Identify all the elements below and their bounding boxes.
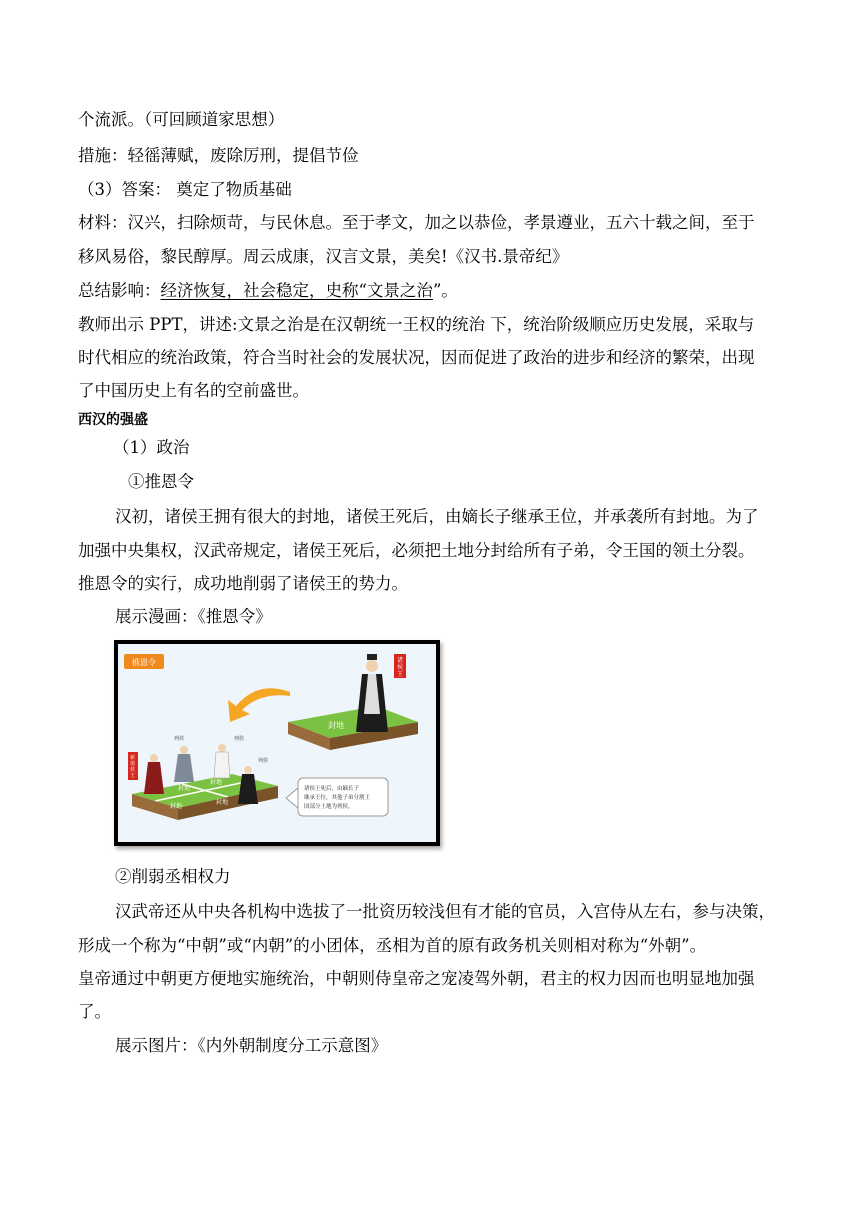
- marquis-label: 列侯: [258, 758, 269, 764]
- summary-underlined: 经济恢复，社会稳定，史称“文景之治: [160, 281, 433, 300]
- small-land-label: 封地: [170, 803, 183, 810]
- text-line: 了中国历史上有名的空前盛世。: [78, 381, 309, 400]
- comic-tag: 推恩令: [132, 658, 156, 667]
- summary-suffix: ”。: [432, 281, 458, 300]
- small-land-label: 封地: [210, 779, 223, 786]
- small-land-label: 封地: [178, 785, 191, 792]
- text-line: 移风易俗，黎民醇厚。周云成康，汉言文景，美矣!《汉书.景帝纪》: [78, 247, 569, 266]
- text-line: 材料：汉兴，扫除烦苛，与民休息。至于孝文，加之以恭俭，孝景遵业，五六十载之间，至于: [78, 213, 755, 232]
- text-line: 时代相应的统治政策，符合当时社会的发展状况，因而促进了政治的进步和经济的繁荣，出现: [78, 348, 755, 367]
- text-line: 皇帝通过中朝更方便地实施统治，中朝则侍皇帝之宠凌驾外朝，君主的权力因而也明显地加强: [78, 969, 755, 988]
- text-line: 加强中央集权，汉武帝规定，诸侯王死后，必须把土地分封给所有子弟，令王国的领土分裂。: [78, 541, 755, 560]
- comic-illustration: [118, 644, 436, 842]
- text-line: 了。: [78, 1002, 111, 1021]
- text-line: 措施：轻徭薄赋，废除厉刑，提倡节俭: [78, 146, 359, 165]
- small-land-label: 封地: [216, 799, 229, 806]
- tuienling-comic: [114, 640, 440, 846]
- text-line: 教师出示 PPT，讲述:文景之治是在汉朝统一王权的统治 下，统治阶级顺应历史发展，采取与: [78, 315, 755, 334]
- note-text: 诸侯王死后，由嫡长子 继承王位，其他子弟分割王 国部分土地为列侯。: [304, 786, 371, 810]
- new-king-badge: 新诸侯王: [130, 755, 136, 779]
- text-line: 展示漫画：《推恩令》: [115, 607, 272, 626]
- text-line: （3）答案： 奠定了物质基础: [78, 180, 292, 199]
- text-line: 展示图片：《内外朝制度分工示意图》: [115, 1036, 388, 1055]
- subheading: ②削弱丞相权力: [115, 867, 231, 886]
- text-line: 汉武帝还从中央各机构中选拔了一批资历较浅但有才能的官员，入宫侍从左右，参与决策，: [115, 902, 775, 921]
- section-heading: 西汉的强盛: [78, 412, 148, 428]
- subheading: ①推恩令: [128, 472, 194, 491]
- summary-label: 总结影响：: [78, 281, 161, 300]
- big-land-label: 封地: [328, 721, 344, 730]
- text-line: 汉初，诸侯王拥有很大的封地，诸侯王死后，由嫡长子继承王位，并承袭所有封地。为了: [115, 507, 759, 526]
- subheading: （1）政治: [113, 438, 190, 457]
- king-badge: 诸侯王: [397, 657, 404, 678]
- text-line: 形成一个称为“中朝”或“内朝”的小团体，丞相为首的原有政务机关则相对称为“外朝”。: [78, 936, 707, 955]
- marquis-label: 列侯: [174, 736, 185, 742]
- text-line: 推恩令的实行，成功地削弱了诸侯王的势力。: [78, 574, 408, 593]
- text-line: 个流派。（可回顾道家思想）: [78, 110, 285, 129]
- marquis-label: 列侯: [234, 736, 245, 742]
- summary-line: [78, 281, 458, 301]
